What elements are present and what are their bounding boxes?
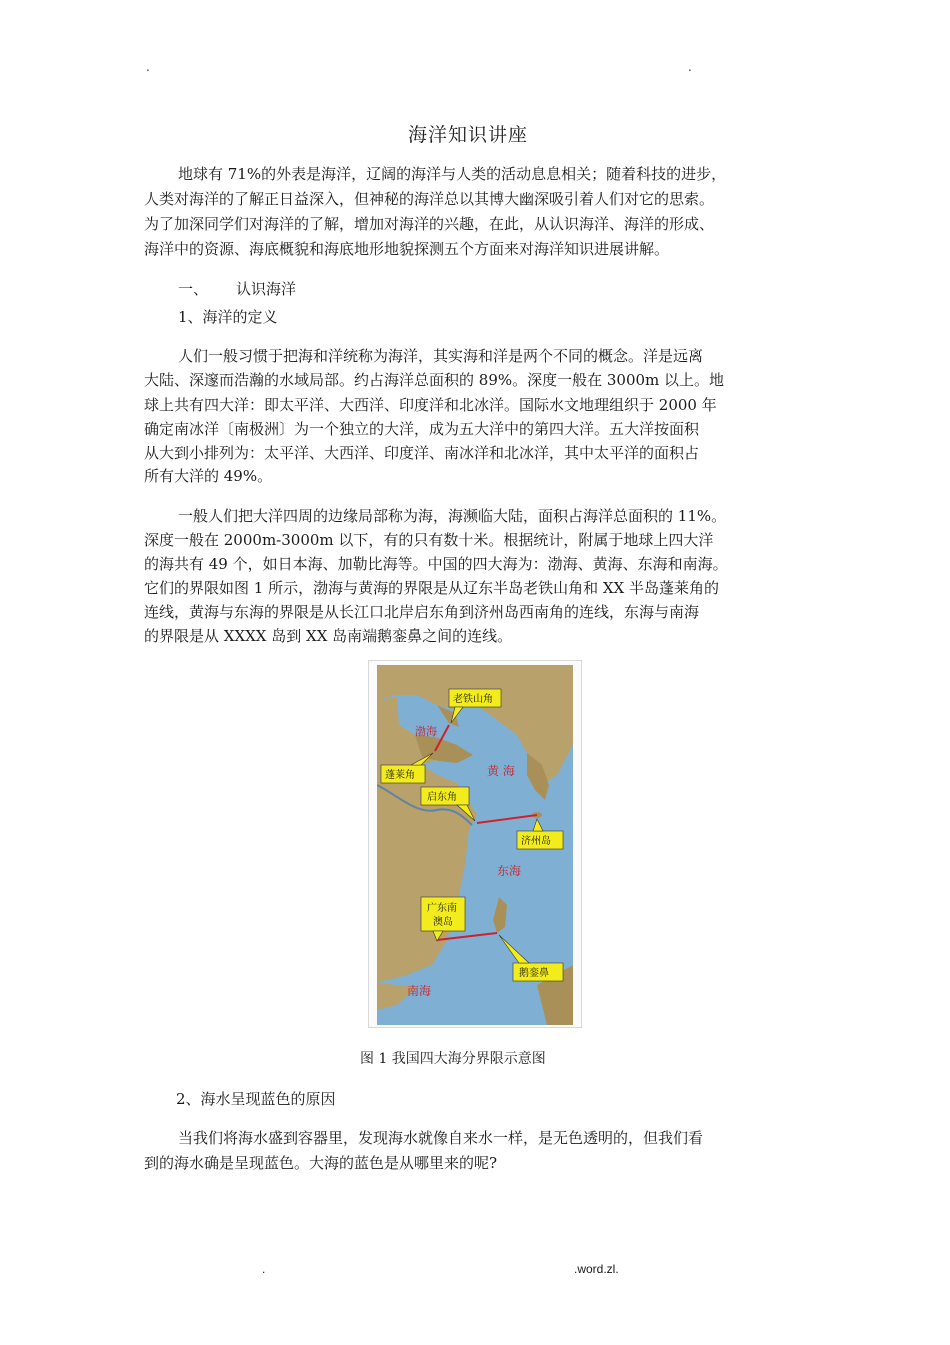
svg-text:蓬莱角: 蓬莱角 <box>385 770 415 781</box>
svg-text:老铁山角: 老铁山角 <box>453 694 493 705</box>
header-left-dot: . <box>146 60 150 74</box>
footer-right: .word.zl. <box>574 1262 619 1276</box>
subsection-heading: 2、海水呈现蓝色的原因 <box>176 1090 336 1108</box>
header-right-dot: . <box>688 60 692 74</box>
intro-line: 为了加深同学们对海洋的了解，增加对海洋的兴趣，在此，从认识海洋、海洋的形成、 <box>144 215 715 233</box>
label-nanhai: 南海 <box>407 984 432 998</box>
label-donghai: 东海 <box>497 864 522 878</box>
para-line: 到的海水确是呈现蓝色。大海的蓝色是从哪里来的呢? <box>144 1154 498 1172</box>
map-svg <box>377 665 573 1025</box>
para-line: 从大到小排列为：太平洋、大西洋、印度洋、南冰洋和北冰洋，其中太平洋的面积占 <box>144 444 700 462</box>
label-bohai: 渤海 <box>415 725 437 738</box>
subsection-heading: 1、海洋的定义 <box>178 308 278 326</box>
para-line: 人们一般习惯于把海和洋统称为海洋，其实海和洋是两个不同的概念。洋是远离 <box>178 347 704 365</box>
para-line: 当我们将海水盛到容器里，发现海水就像自来水一样，是无色透明的，但我们看 <box>178 1129 704 1147</box>
footer-left: . <box>262 1262 266 1276</box>
svg-text:启东角: 启东角 <box>427 792 457 803</box>
para-line: 球上共有四大洋：即太平洋、大西洋、印度洋和北冰洋。国际水文地理组织于 2000 年 <box>144 396 717 414</box>
para-line: 确定南冰洋〔南极洲〕为一个独立的大洋，成为五大洋中的第四大洋。五大洋按面积 <box>144 420 700 438</box>
para-line: 的海共有 49 个，如日本海、加勒比海等。中国的四大海为：渤海、黄海、东海和南海。 <box>144 555 728 573</box>
intro-line: 人类对海洋的了解正日益深入，但神秘的海洋总以其博大幽深吸引着人们对它的思索。 <box>144 190 715 208</box>
para-line: 的界限是从 XXXX 岛到 XX 岛南端鹅銮鼻之间的连线。 <box>144 627 513 645</box>
para-line: 连线，黄海与东海的界限是从长江口北岸启东角到济州岛西南角的连线，东海与南海 <box>144 603 700 621</box>
para-line: 它们的界限如图 1 所示，渤海与黄海的界限是从辽东半岛老铁山角和 XX 半岛蓬莱角的 <box>144 579 719 597</box>
label-huanghai: 黄 海 <box>487 764 515 778</box>
para-line: 所有大洋的 49%。 <box>144 467 273 485</box>
svg-text:广东南: 广东南 <box>427 903 457 914</box>
intro-line: 地球有 71%的外表是海洋，辽阔的海洋与人类的活动息息相关；随着科技的进步， <box>178 165 727 183</box>
svg-text:鹅銮鼻: 鹅銮鼻 <box>519 968 549 979</box>
sea-boundary-map <box>368 660 582 1028</box>
intro-line: 海洋中的资源、海底概貌和海底地形地貌探测五个方面来对海洋知识进展讲解。 <box>144 240 670 258</box>
figure-caption: 图 1 我国四大海分界限示意图 <box>360 1051 546 1067</box>
para-line: 大陆、深邃而浩瀚的水域局部。约占海洋总面积的 89%。深度一般在 3000m 以上。地 <box>144 371 725 389</box>
para-line: 深度一般在 2000m-3000m 以下，有的只有数十米。根据统计，附属于地球上四大洋 <box>144 531 714 549</box>
section-number: 一、 <box>178 280 209 298</box>
section-title: 认识海洋 <box>236 280 297 298</box>
page-title: 海洋知识讲座 <box>408 124 529 146</box>
svg-text:澳岛: 澳岛 <box>433 917 453 928</box>
para-line: 一般人们把大洋四周的边缘局部称为海，海濒临大陆，面积占海洋总面积的 11%。 <box>178 507 727 525</box>
svg-text:济州岛: 济州岛 <box>521 836 551 847</box>
